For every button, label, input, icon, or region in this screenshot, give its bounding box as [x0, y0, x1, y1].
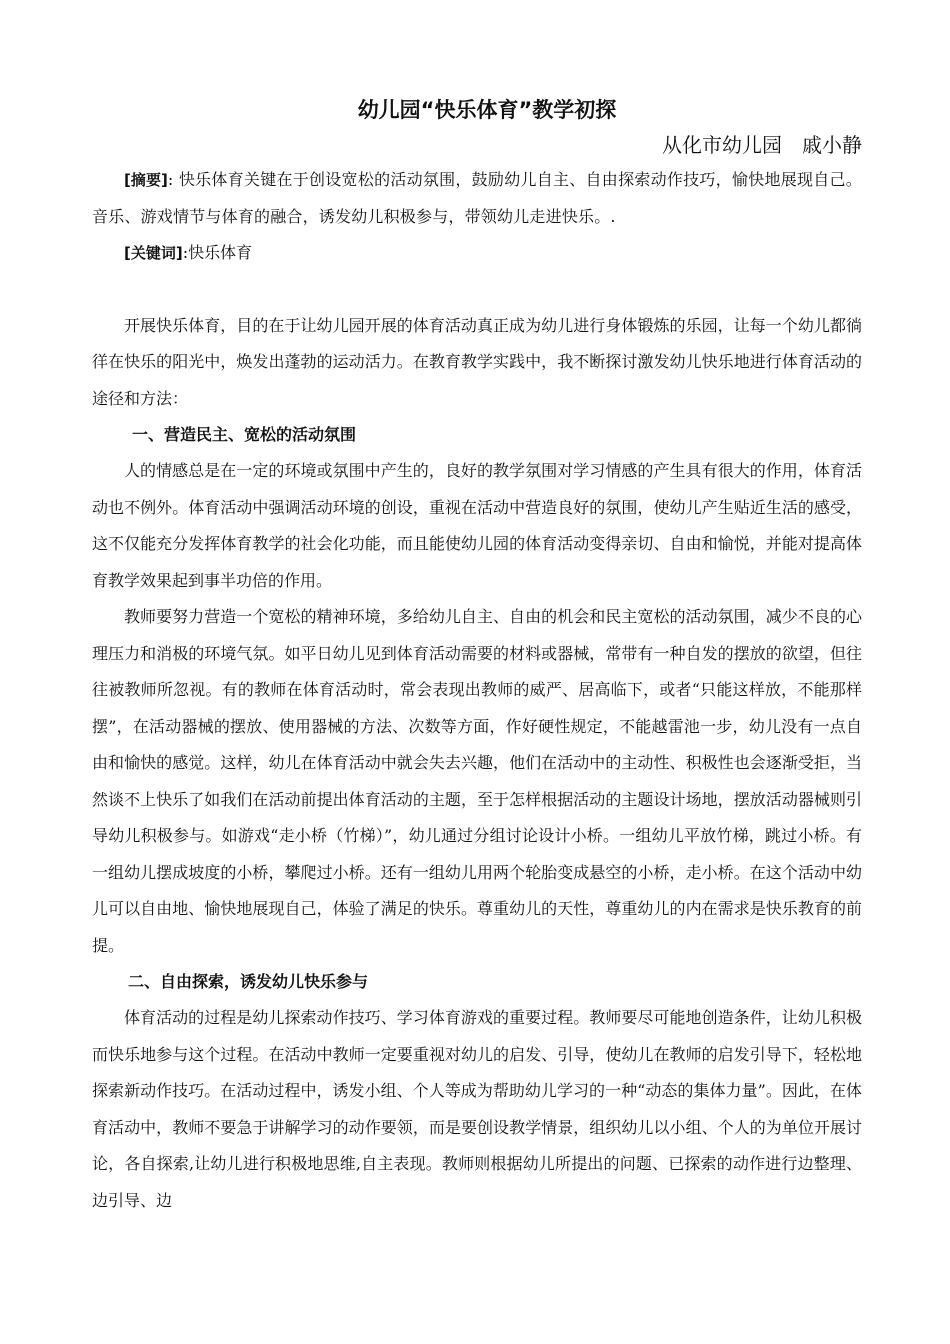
- author-line: 从化市幼儿园 戚小静: [662, 133, 862, 157]
- intro-paragraph: 开展快乐体育，目的在于让幼儿园开展的体育活动真正成为幼儿进行身体锻炼的乐园，让每一个幼儿都徜徉在快乐的阳光中，焕发出蓬勃的运动活力。在教育教学实践中，我不断探讨激发幼儿快乐地进行体育活动的途径和方法：: [92, 315, 862, 408]
- document-title: 幼儿园“快乐体育”教学初探: [357, 98, 617, 122]
- section-1-paragraph-1: 人的情感总是在一定的环境或氛围中产生的，良好的教学氛围对学习情感的产生具有很大的作用，体育活动也不例外。体育活动中强调活动环境的创设，重视在活动中营造良好的氛围，使幼儿产生贴近生活的感受，这不仅能充分发挥体育教学的社会化功能，而且能使幼儿园的体育活动变得亲切、自由和愉悦，并能对提高体育教学效果起到事半功倍的作用。: [92, 461, 862, 590]
- blank-line: [92, 272, 862, 308]
- section-1-heading: 一、营造民主、宽松的活动氛围: [132, 425, 357, 444]
- abstract-text: : 快乐体育关键在于创设宽松的活动氛围，鼓励幼儿自主、自由探索动作技巧，愉快地展现自己。音乐、游戏情节与体育的融合，诱发幼儿积极参与，带领幼儿走进快乐。.: [92, 170, 862, 226]
- keywords-text: :快乐体育: [182, 243, 253, 262]
- section-2-paragraph-1: 体育活动的过程是幼儿探索动作技巧、学习体育游戏的重要过程。教师要尽可能地创造条件，让幼儿积极而快乐地参与这个过程。在活动中教师一定要重视对幼儿的启发、引导，使幼儿在教师的启发引导下，轻松地探索新动作技巧。在活动过程中，诱发小组、个人等成为帮助幼儿学习的一种“动态的集体力量”。因此，在体育活动中，教师不要急于讲解学习的动作要领，而是要创设教学情景，组织幼儿以小组、个人的为单位开展讨论，各自探索,让幼儿进行积极地思维,自主表现。教师则根据幼儿所提出的问题、已探索的动作进行边整理、边引导、边: [92, 1008, 862, 1210]
- abstract: [92, 162, 862, 235]
- keywords-label: [关键词]: [124, 244, 183, 262]
- section-2-heading: 二、自由探索，诱发幼儿快乐参与: [128, 972, 369, 991]
- keywords: [92, 235, 862, 272]
- abstract-label: [摘要]: [124, 171, 168, 189]
- document-page: [92, 92, 862, 1219]
- section-1-paragraph-2: 教师要努力营造一个宽松的精神环境，多给幼儿自主、自由的机会和民主宽松的活动氛围，减少不良的心理压力和消极的环境气氛。如平日幼儿见到体育活动需要的材料或器械，常带有一种自发的摆放的欲望，但往往被教师所忽视。有的教师在体育活动时，常会表现出教师的威严、居高临下，或者“只能这样放，不能那样摆”，在活动器械的摆放、使用器械的方法、次数等方面，作好硬性规定，不能越雷池一步，幼儿没有一点自由和愉快的感觉。这样，幼儿在体育活动中就会失去兴趣，他们在活动中的主动性、积极性也会逐渐受拒，当然谈不上快乐了如我们在活动前提出体育活动的主题，至于怎样根据活动的主题设计场地，摆放活动器械则引导幼儿积极参与。如游戏“走小桥（竹梯）”，幼儿通过分组讨论设计小桥。一组幼儿平放竹梯，跳过小桥。有一组幼儿摆成坡度的小桥，攀爬过小桥。还有一组幼儿用两个轮胎变成悬空的小桥，走小桥。在这个活动中幼儿可以自由地、愉快地展现自己，体验了满足的快乐。尊重幼儿的天性，尊重幼儿的内在需求是快乐教育的前提。: [92, 607, 862, 955]
